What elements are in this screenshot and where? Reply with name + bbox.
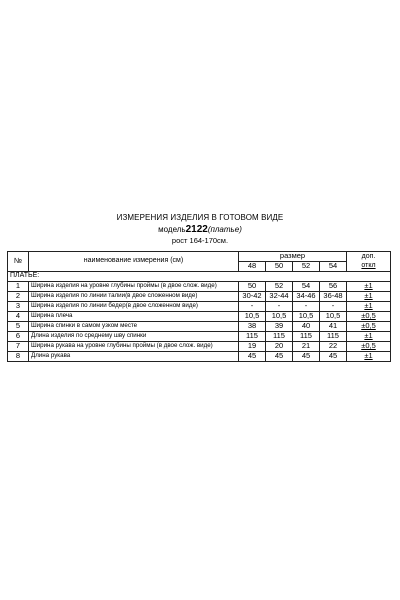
row-value-size-48: - — [239, 302, 266, 312]
row-measurement-name: Ширина спинки в самом узком месте — [29, 322, 239, 332]
row-value-size-48: 19 — [239, 342, 266, 352]
table-row — [8, 332, 391, 342]
row-value-size-54: 41 — [320, 322, 347, 332]
table-row — [8, 312, 391, 322]
row-value-size-52: 10,5 — [293, 312, 320, 322]
size-header: 50 — [266, 262, 293, 272]
table-row — [8, 302, 391, 312]
table-row — [8, 282, 391, 292]
tolerance-label-2: откл — [361, 261, 376, 269]
size-header: 52 — [293, 262, 320, 272]
column-header-size: размер — [239, 252, 347, 262]
row-tolerance: ±0,5 — [347, 342, 391, 352]
model-suffix: (платье) — [207, 224, 242, 234]
row-value-size-54: 10,5 — [320, 312, 347, 322]
row-number: 5 — [8, 322, 29, 332]
height-range: рост 164-170см. — [171, 236, 229, 245]
model-number: 2122 — [185, 223, 208, 235]
row-number: 1 — [8, 282, 29, 292]
row-value-size-48: 38 — [239, 322, 266, 332]
row-tolerance: ±0,5 — [347, 312, 391, 322]
column-header-name: наименование измерения (см) — [29, 252, 239, 272]
document-title: ИЗМЕРЕНИЯ ИЗДЕЛИЯ В ГОТОВОМ ВИДЕ — [116, 213, 284, 222]
table-row — [8, 322, 391, 332]
row-measurement-name: Ширина изделия на уровне глубины проймы (в двое слож. виде) — [29, 282, 239, 292]
row-measurement-name: Ширина изделия по линии бедер(в двое сложенном виде) — [29, 302, 239, 312]
row-tolerance: ±1 — [347, 332, 391, 342]
section-label: ПЛАТЬЕ: — [8, 272, 391, 282]
table-row — [8, 352, 391, 362]
row-value-size-50: - — [266, 302, 293, 312]
model-prefix: модель — [158, 224, 186, 234]
header-row-1 — [8, 252, 391, 262]
row-number: 3 — [8, 302, 29, 312]
row-number: 2 — [8, 292, 29, 302]
row-value-size-50: 52 — [266, 282, 293, 292]
row-value-size-54: 56 — [320, 282, 347, 292]
table-row — [8, 342, 391, 352]
row-value-size-54: - — [320, 302, 347, 312]
row-measurement-name: Длина рукава — [29, 352, 239, 362]
row-measurement-name: Ширина изделия по линии талии(в двое сложенном виде) — [29, 292, 239, 302]
table-row — [8, 292, 391, 302]
row-value-size-50: 32-44 — [266, 292, 293, 302]
column-header-tolerance — [347, 252, 391, 272]
row-value-size-48: 10,5 — [239, 312, 266, 322]
measurement-table — [7, 251, 391, 362]
row-tolerance: ±1 — [347, 302, 391, 312]
column-header-number: № — [8, 252, 29, 272]
row-tolerance: ±0,5 — [347, 322, 391, 332]
row-measurement-name: Ширина плеча — [29, 312, 239, 322]
row-tolerance: ±1 — [347, 292, 391, 302]
row-value-size-50: 20 — [266, 342, 293, 352]
document-header — [0, 212, 400, 247]
row-value-size-52: 115 — [293, 332, 320, 342]
row-value-size-48: 115 — [239, 332, 266, 342]
row-value-size-54: 115 — [320, 332, 347, 342]
row-value-size-52: 34-46 — [293, 292, 320, 302]
tolerance-label-1: доп. — [361, 253, 376, 260]
row-value-size-50: 45 — [266, 352, 293, 362]
model-line — [0, 224, 400, 236]
row-value-size-50: 10,5 — [266, 312, 293, 322]
row-value-size-52: - — [293, 302, 320, 312]
row-value-size-52: 40 — [293, 322, 320, 332]
row-tolerance: ±1 — [347, 282, 391, 292]
row-value-size-54: 36-48 — [320, 292, 347, 302]
row-value-size-52: 54 — [293, 282, 320, 292]
row-tolerance: ±1 — [347, 352, 391, 362]
size-header: 54 — [320, 262, 347, 272]
row-value-size-48: 45 — [239, 352, 266, 362]
size-header: 48 — [239, 262, 266, 272]
row-value-size-54: 45 — [320, 352, 347, 362]
row-value-size-52: 45 — [293, 352, 320, 362]
section-row — [8, 272, 391, 282]
row-value-size-50: 115 — [266, 332, 293, 342]
row-value-size-52: 21 — [293, 342, 320, 352]
row-measurement-name: Ширина рукава на уровне глубины проймы (в двое слож. виде) — [29, 342, 239, 352]
row-number: 4 — [8, 312, 29, 322]
row-value-size-54: 22 — [320, 342, 347, 352]
row-number: 6 — [8, 332, 29, 342]
row-value-size-48: 30-42 — [239, 292, 266, 302]
row-measurement-name: Длина изделия по среднему шву спинки — [29, 332, 239, 342]
row-number: 7 — [8, 342, 29, 352]
row-value-size-48: 50 — [239, 282, 266, 292]
row-number: 8 — [8, 352, 29, 362]
row-value-size-50: 39 — [266, 322, 293, 332]
